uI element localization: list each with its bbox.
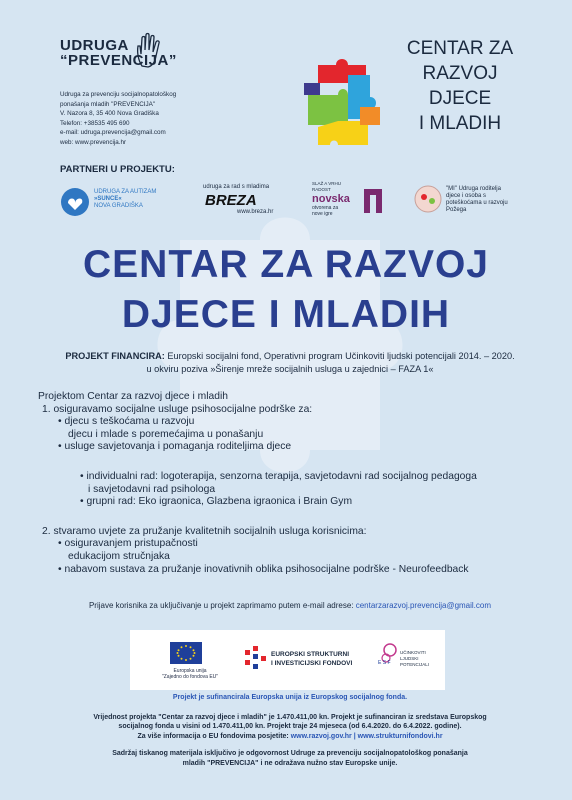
esif-line: EUROPSKI STRUKTURNI bbox=[271, 651, 350, 658]
partners-label: PARTNERI U PROJEKTU: bbox=[60, 164, 175, 175]
sunce-line: NOVA GRADIŠKA bbox=[94, 203, 143, 209]
cofunded-note: Projekt je sufinancirala Europska unija iz Europskog socijalnog fonda. bbox=[172, 694, 408, 701]
esif-line: I INVESTICIJSKI FONDOVI bbox=[271, 660, 353, 667]
mi-line: djece i osoba s bbox=[446, 193, 487, 199]
bullet-cont: djecu i mlade s poremećajima u ponašanju bbox=[68, 428, 264, 440]
funding-info bbox=[30, 350, 550, 376]
novska-line: otvorena za bbox=[312, 205, 339, 211]
center-logo-line: RAZVOJ bbox=[422, 63, 498, 84]
sunce-line: »SUNCE« bbox=[94, 196, 122, 202]
org-name-line2: “PREVENCIJA” bbox=[60, 52, 177, 69]
contact-email-link[interactable]: centarzarazvoj.prevencija@gmail.com bbox=[355, 601, 492, 610]
partner-mi bbox=[414, 182, 554, 226]
esf-letters: E S F bbox=[378, 660, 391, 666]
sunce-logo-icon bbox=[60, 187, 90, 217]
center-logo-line: DJECE bbox=[428, 88, 492, 109]
center-logo-text bbox=[385, 36, 535, 136]
breza-web: www.breza.hr bbox=[237, 209, 274, 215]
disclaimer-line: mladih "PREVENCIJA" i ne odražava nužno stav Europske unije. bbox=[182, 759, 398, 767]
stop-hand-icon bbox=[136, 32, 162, 68]
item-2: 2. stvaramo uvjete za pružanje kvalitetnih socijalnih usluga korisnicima: bbox=[42, 525, 367, 537]
contact-text: Prijave korisnika za uključivanje u projekt zaprimamo putem e-mail adrese: bbox=[88, 601, 356, 610]
novska-name: novska bbox=[312, 193, 350, 205]
disclaimer-line: Sadržaj tiskanog materijala isključivo je odgovornost Udruge za prevenciju socijalnopatološkog ponašanja bbox=[112, 750, 468, 757]
puzzle-logo-icon bbox=[298, 55, 390, 155]
eu-logo-bar bbox=[130, 630, 445, 690]
org-name-line1: UDRUGA bbox=[60, 37, 129, 54]
funding-line2: u okviru poziva »Širenje mreže socijalnih usluga u zajednici – FAZA 1« bbox=[146, 364, 434, 374]
bullet-cont: i savjetodavni rad psihologa bbox=[88, 483, 216, 495]
org-detail-line: Udruga za prevenciju socijalnopatološkog bbox=[60, 91, 177, 98]
bullet: • nabavom sustava za pružanje inovativnih oblika psihosocijalne podrške - Neurofeedback bbox=[58, 563, 469, 575]
bullet-cont: edukacijom stručnjaka bbox=[68, 550, 170, 562]
novska-line: SLAŽ A VRHU bbox=[312, 181, 342, 186]
eu-line: "Zajedno do fondova EU" bbox=[161, 674, 219, 680]
bullet: • grupni rad: Eko igraonica, Glazbena igraonica i Brain Gym bbox=[80, 496, 353, 508]
ulp-line: LJUDSKI bbox=[400, 656, 419, 661]
center-logo-line: I MLADIH bbox=[418, 113, 502, 134]
value-line: Vrijednost projekta "Centar za razvoj djece i mladih" je 1.470.411,00 kn. Projekt je sufinanciran iz sredstava Europskog bbox=[93, 713, 487, 721]
contact-line bbox=[30, 601, 550, 610]
org-detail-line: web: www.prevencija.hr bbox=[60, 138, 127, 146]
ulp-line: UČINKOVITI bbox=[400, 650, 426, 655]
org-detail-line: V. Nazora 8, 35 400 Nova Gradiška bbox=[60, 110, 159, 117]
eu-links[interactable]: www.razvoj.gov.hr | www.strukturnifondovi.hr bbox=[290, 732, 443, 740]
value-line: socijalnog fonda u visini od 1.470.411,00 kn. Projekt traje 24 mjeseca (od 6.4.2020. do 6.4.2022. godine). bbox=[118, 723, 462, 730]
bullet: • djecu s teškoćama u razvoju bbox=[58, 416, 195, 428]
novska-line: RADOST bbox=[312, 187, 331, 192]
bullet: • individualni rad: logoterapija, senzorna terapija, savjetodavni rad socijalnog pedagoga bbox=[80, 470, 477, 482]
breza-name: BREZA bbox=[205, 192, 257, 209]
org-detail-line: ponašanja mladih "PREVENCIJA" bbox=[60, 100, 156, 108]
item-1: 1. osiguravamo socijalne usluge psihosocijalne podrške za: bbox=[42, 403, 313, 415]
intro-text: Projektom Centar za razvoj djece i mladih bbox=[38, 391, 228, 402]
funding-label: PROJEKT FINANCIRA: bbox=[65, 351, 165, 361]
funding-line1: Europski socijalni fond, Operativni program Učinkoviti ljudski potencijali 2014. – 2020. bbox=[164, 351, 515, 361]
page-title bbox=[0, 240, 572, 340]
eu-flag-icon bbox=[170, 642, 202, 664]
sunce-line: UDRUGA ZA AUTIZAM bbox=[94, 189, 157, 195]
footer bbox=[30, 693, 550, 768]
breza-top: udruga za rad s mladima bbox=[203, 184, 270, 190]
bullet: • osiguravanjem pristupačnosti bbox=[58, 538, 198, 550]
bullet: • usluge savjetovanja i pomaganja roditeljima djece bbox=[58, 441, 292, 453]
title-line1: CENTAR ZA RAZVOJ bbox=[83, 243, 489, 286]
ulp-line: POTENCIJALI bbox=[400, 662, 430, 667]
eu-line: Europska unija bbox=[173, 668, 207, 674]
partner-breza bbox=[203, 184, 293, 224]
esif-squares-icon bbox=[245, 646, 269, 674]
partner-novska bbox=[312, 181, 392, 225]
mi-line: poteškoćama u razvoju bbox=[446, 200, 508, 206]
org-details bbox=[60, 90, 176, 147]
project-description bbox=[30, 391, 560, 576]
mi-line: Požega bbox=[446, 207, 467, 213]
mi-line: "MI" Udruga roditelja bbox=[446, 186, 501, 192]
org-detail-line: e-mail: udruga.prevencija@gmail.com bbox=[60, 129, 166, 136]
mi-logo-icon bbox=[414, 184, 442, 214]
title-line2: DJECE I MLADIH bbox=[121, 293, 451, 336]
partner-sunce bbox=[60, 183, 180, 223]
center-logo-line: CENTAR ZA bbox=[406, 38, 514, 59]
novska-n-icon bbox=[362, 185, 384, 215]
org-detail-line: Telefon: +38535 495 690 bbox=[60, 119, 130, 127]
novska-line: nove igre bbox=[312, 211, 333, 217]
more-info-text: Za više informacija o EU fondovima posjetite: bbox=[137, 732, 291, 740]
